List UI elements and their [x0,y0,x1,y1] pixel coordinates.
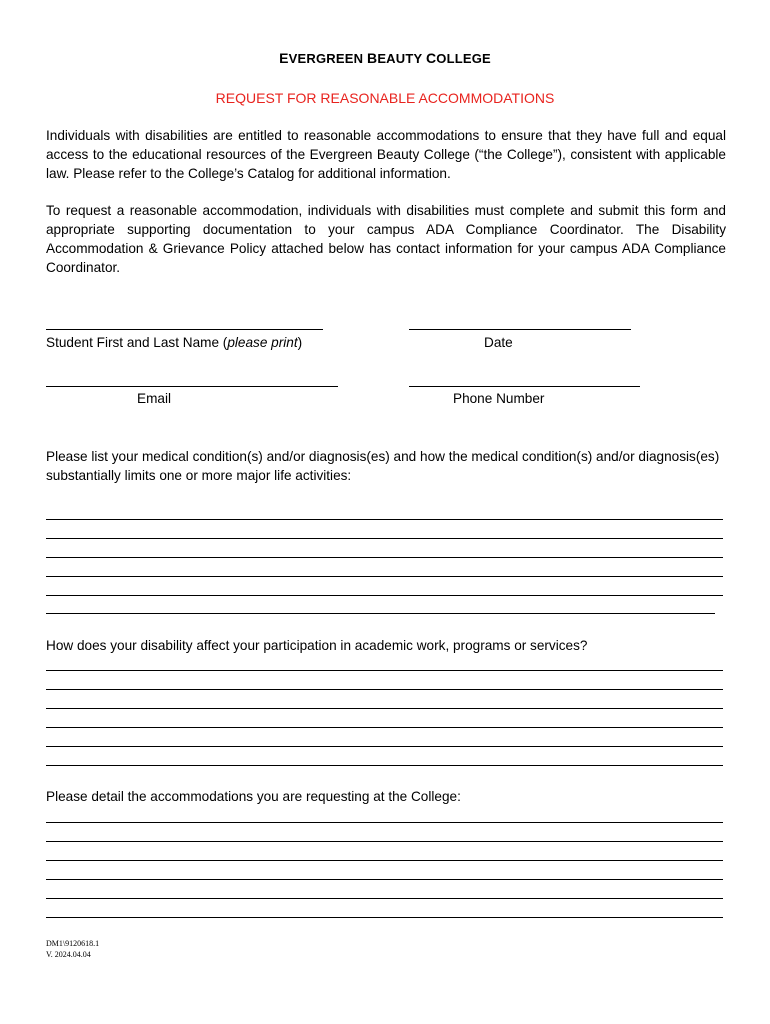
answer-line-medical-6[interactable] [46,613,715,614]
document-footer [46,938,99,960]
answer-line-effect-2[interactable] [46,689,723,690]
form-subtitle: REQUEST FOR REASONABLE ACCOMMODATIONS [215,90,555,106]
phone-label: Phone Number [453,391,545,406]
date-field[interactable] [409,329,631,330]
title-initial-b: B [367,50,378,66]
intro-paragraph-2: To request a reasonable accommodation, individuals with disabilities must complete and submit this form and appropriate supporting documentation to your campus ADA Compliance Coordinator. The Disability Accommodation & Grievance Policy attached below has contact information for your campus ADA Compliance Coordinator. [46,203,726,275]
answer-line-effect-6[interactable] [46,765,723,766]
answer-line-effect-3[interactable] [46,708,723,709]
answer-line-accommodation-6[interactable] [46,917,723,918]
answer-line-accommodation-5[interactable] [46,898,723,899]
answer-line-medical-2[interactable] [46,538,723,539]
answer-line-effect-1[interactable] [46,670,723,671]
name-label-italic: please print [227,335,298,350]
email-label: Email [137,391,171,406]
intro-paragraph-1: Individuals with disabilities are entitled to reasonable accommodations to ensure that they have full and equal access to the educational resources of the Evergreen Beauty College (“the College”), consistent with applicable law. Please refer to the College’s Catalog for additional information. [46,128,726,181]
question-accommodations: Please detail the accommodations you are requesting at the College: [46,789,461,804]
title-rest-e: VERGREEN [288,51,367,66]
phone-field[interactable] [409,386,640,387]
answer-line-medical-1[interactable] [46,519,723,520]
college-title [0,50,770,66]
name-label [46,335,302,350]
document-id: DM1\9120618.1 [46,939,100,948]
question-disability-effect: How does your disability affect your participation in academic work, programs or services? [46,638,588,653]
answer-line-medical-3[interactable] [46,557,723,558]
answer-line-effect-4[interactable] [46,727,723,728]
date-label: Date [484,335,513,350]
answer-line-accommodation-3[interactable] [46,860,723,861]
title-rest-c: OLLEGE [436,51,491,66]
document-version: V. 2024.04.04 [46,950,91,959]
title-rest-b: EAUTY [377,51,426,66]
answer-line-accommodation-2[interactable] [46,841,723,842]
title-initial-c: C [425,50,437,66]
answer-line-medical-4[interactable] [46,576,723,577]
title-initial-e: E [279,50,289,66]
answer-line-accommodation-4[interactable] [46,879,723,880]
answer-line-effect-5[interactable] [46,746,723,747]
answer-line-accommodation-1[interactable] [46,822,723,823]
name-label-end: ) [297,335,303,350]
answer-line-medical-5[interactable] [46,595,723,596]
question-medical-condition: Please list your medical condition(s) and/or diagnosis(es) and how the medical condition(s) and/or diagnosis(es) substantially limits one or more major life activities: [46,449,720,483]
name-label-text: Student First and Last Name ( [46,335,228,350]
name-field[interactable] [46,329,323,330]
email-field[interactable] [46,386,338,387]
